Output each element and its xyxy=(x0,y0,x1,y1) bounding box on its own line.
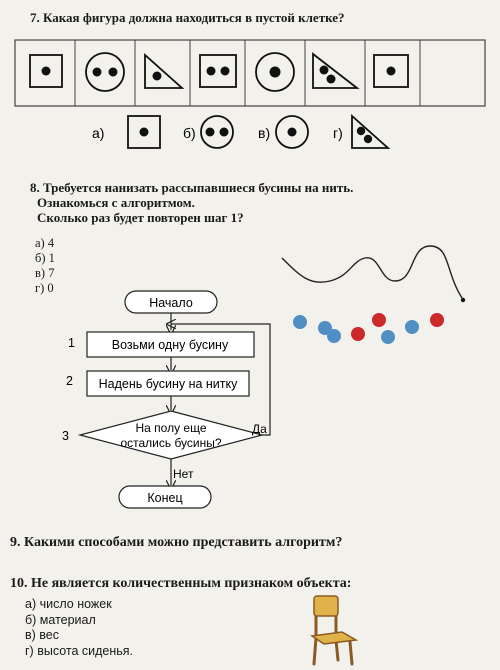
flow-start-label: Начало xyxy=(149,296,193,310)
q10-answers xyxy=(25,597,133,659)
q8-answer-c: в) 7 xyxy=(35,266,55,280)
q7-title: 7. Какая фигура должна находиться в пустой клетке? xyxy=(30,10,345,25)
q10-answer-d: г) высота сиденья. xyxy=(25,643,134,658)
q7-option-a-label: а) xyxy=(92,125,105,141)
q7-option-a-square-one-dot xyxy=(128,116,160,148)
q8-flowchart xyxy=(0,285,500,525)
q8-title-line-3: Сколько раз будет повторен шаг 1? xyxy=(37,210,244,225)
q8-title-line-1: 8. Требуется нанизать рассыпавшиеся бусины на нить. xyxy=(30,180,354,195)
q7-option-b-label: б) xyxy=(183,125,196,141)
flow-end-label: Конец xyxy=(147,491,183,505)
flow-decision-line-1: На полу еще xyxy=(135,421,207,435)
q10-answer-b: б) материал xyxy=(25,612,96,627)
q7-cell-8-empty xyxy=(421,41,484,105)
q7-option-c-label: в) xyxy=(258,125,271,141)
q7-cell-2-circle-two-dots xyxy=(86,53,124,91)
q7-option-b-circle-two-dots xyxy=(201,116,233,148)
q9-title: 9. Какими способами можно представить алгоритм? xyxy=(10,535,343,550)
flow-step-2-label: Надень бусину на нитку xyxy=(98,377,238,391)
q8-answer-a: а) 4 xyxy=(35,236,55,250)
chair-illustration xyxy=(302,590,372,670)
q8-answer-b: б) 1 xyxy=(35,251,55,265)
q10-answer-a: а) число ножек xyxy=(25,597,112,611)
q7-cell-5-circle-one-dot xyxy=(256,53,294,91)
flow-step-2-number: 2 xyxy=(66,374,73,388)
q7-cell-1-square-one-dot xyxy=(30,55,62,87)
flow-step-3-number: 3 xyxy=(62,429,69,443)
q8-title xyxy=(30,180,353,225)
q7-options xyxy=(0,108,500,158)
q8-answer-d: г) 0 xyxy=(35,281,54,295)
flow-decision xyxy=(80,411,262,459)
q7-cell-7-square-one-dot xyxy=(374,55,408,87)
q7-cell-4-square-two-dots xyxy=(200,55,236,87)
q10-answer-c: в) вес xyxy=(25,628,59,642)
q10-title: 10. Не является количественным признаком объекта: xyxy=(10,576,352,591)
flow-step-1-label: Возьми одну бусину xyxy=(111,338,229,352)
flow-step-1-number: 1 xyxy=(68,336,75,350)
flow-decision-line-2: остались бусины? xyxy=(120,436,222,450)
q7-cell-6-triangle-two-dots xyxy=(313,54,357,88)
q7-option-d-label: г) xyxy=(333,125,343,141)
q7-option-d-triangle-two-dots xyxy=(352,116,388,148)
q8-title-line-2: Ознакомься с алгоритмом. xyxy=(37,195,195,210)
flow-no-label: Нет xyxy=(173,467,194,481)
q7-cell-3-triangle-one-dot xyxy=(145,55,182,88)
flow-yes-label: Да xyxy=(252,422,267,436)
q7-option-c-circle-one-dot xyxy=(276,116,308,148)
